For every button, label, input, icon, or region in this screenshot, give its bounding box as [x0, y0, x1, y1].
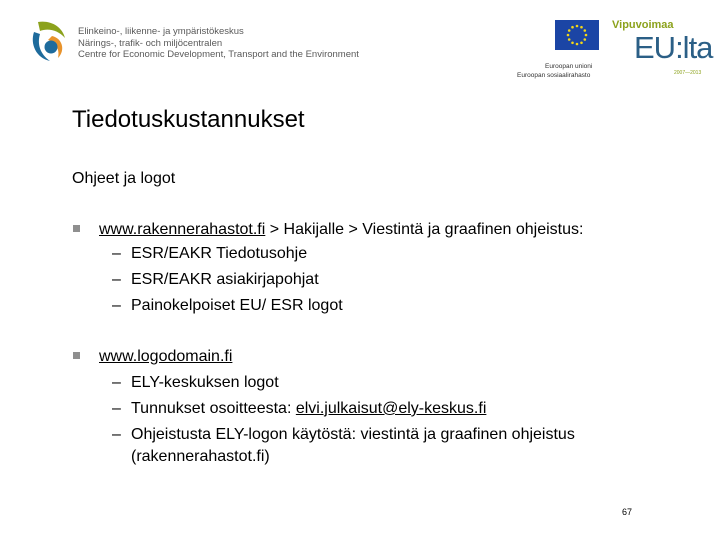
subtitle: Ohjeet ja logot: [72, 170, 176, 187]
ely-name-en: Centre for Economic Development, Transport and the Environment: [78, 49, 359, 60]
bullet-square-icon: [73, 352, 80, 359]
ely-name-sv: Närings-, trafik- och miljöcentralen: [78, 37, 223, 49]
rakennerahastot-link[interactable]: www.rakennerahastot.fi: [99, 221, 266, 238]
page-number: 67: [622, 507, 633, 517]
bullet-1: [99, 221, 583, 239]
ely-name-fi: Elinkeino-, liikenne- ja ympäristökeskus: [78, 26, 244, 37]
esf-caption: Euroopan sosiaalirahasto: [517, 72, 591, 79]
sub-item: [131, 400, 486, 418]
sub-item-text: Tunnukset osoitteesta:: [131, 400, 296, 417]
dash-icon: –: [112, 426, 121, 443]
bullet-1-text: > Hakijalle > Viestintä ja graafinen ohjeistus:: [265, 221, 584, 238]
dash-icon: –: [112, 374, 121, 391]
bullet-2: [99, 348, 232, 366]
ely-organization-name: [78, 26, 359, 61]
dash-icon: –: [112, 245, 121, 262]
vipuvoimaa-years: 2007—2013: [674, 70, 702, 76]
eu-lta-text: EU:lta: [634, 30, 713, 65]
eu-caption: Euroopan unioni: [545, 63, 593, 70]
logodomain-link[interactable]: www.logodomain.fi: [99, 348, 233, 365]
eu-flag-icon: [555, 20, 599, 50]
vipuvoimaa-logo: [610, 17, 713, 76]
vipuvoimaa-text: Vipuvoimaa: [612, 19, 674, 31]
sub-item: ELY-keskuksen logot: [131, 374, 279, 391]
bullet-square-icon: [73, 225, 80, 232]
sub-item: Ohjeistusta ELY-logon käytöstä: viestintä ja graafinen ohjeistus: [131, 426, 575, 443]
page-title: Tiedotuskustannukset: [72, 106, 305, 133]
dash-icon: –: [112, 271, 121, 288]
dash-icon: –: [112, 400, 121, 417]
sub-item: ESR/EAKR Tiedotusohje: [131, 245, 308, 262]
sub-item-continuation: (rakennerahastot.fi): [131, 448, 270, 465]
ely-logo-icon: [28, 18, 72, 64]
dash-icon: –: [112, 297, 121, 314]
sub-item: ESR/EAKR asiakirjapohjat: [131, 271, 319, 288]
email-link[interactable]: elvi.julkaisut@ely-keskus.fi: [295, 400, 487, 417]
sub-item: Painokelpoiset EU/ ESR logot: [131, 297, 343, 314]
